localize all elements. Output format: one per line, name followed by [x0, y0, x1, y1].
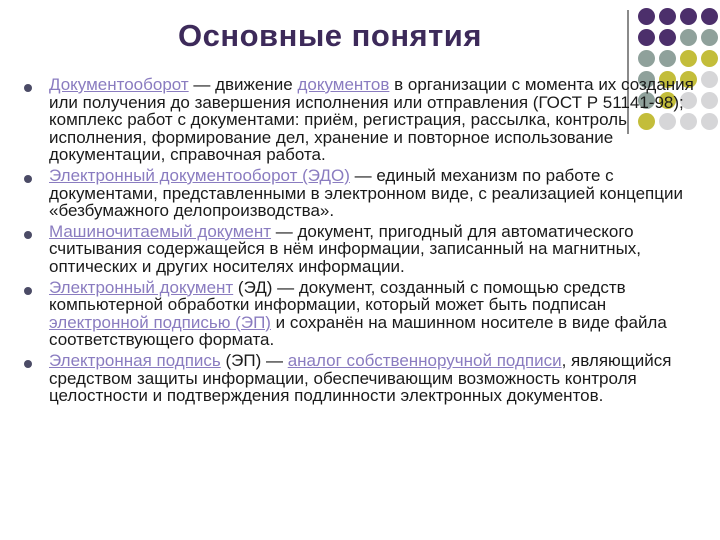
term-link[interactable]: Документооборот	[49, 75, 189, 94]
list-item-text	[49, 352, 710, 405]
decorative-dot-5	[638, 29, 655, 46]
definition-text: (ЭП) —	[220, 350, 288, 370]
term-link[interactable]: Машиночитаемый документ	[49, 221, 272, 241]
definition-text: , являющийся средством защиты информации, обеспечивающим возможность контроля целостности и подтверждения подлинности электронных документов.	[49, 350, 672, 406]
inline-link[interactable]: аналог собственноручной подписи	[287, 350, 562, 370]
decorative-dot-7	[680, 29, 697, 46]
definition-text: — движение	[188, 75, 298, 94]
list-item-electronic-signature	[20, 352, 710, 405]
term-link[interactable]: Электронный документ	[49, 277, 234, 297]
term-link[interactable]: Электронный документооборот (ЭДО)	[49, 165, 350, 185]
decorative-dot-12	[701, 50, 718, 67]
definition-text: и сохранён на машинном носителе в виде файла соответствующего формата.	[49, 312, 667, 350]
list-item-machine-readable-document	[20, 223, 710, 276]
decorative-dot-10	[659, 50, 676, 67]
definition-text: в организации с момента их создания или получения до завершения исполнения или отправления (ГОСТ Р 51141-98); комплекс работ с документами: приём, регистрация, рассылка, контроль исполнения, формирование дел, хранение и повторное использование документации, справочная работа.	[49, 75, 694, 165]
definitions-list	[20, 76, 710, 408]
decorative-dot-4	[701, 8, 718, 25]
list-item-text	[49, 167, 710, 220]
bullet-icon	[24, 175, 32, 183]
bullet-icon	[24, 231, 32, 239]
bullet-icon	[24, 360, 32, 368]
bullet-icon	[24, 84, 32, 92]
decorative-dot-2	[659, 8, 676, 25]
decorative-dot-1	[638, 8, 655, 25]
list-item-edo	[20, 167, 710, 220]
definition-text: — единый механизм по работе с документами, представленными в электронном виде, с реализацией концепции «безбумажного делопроизводства».	[49, 165, 683, 221]
decorative-dot-9	[638, 50, 655, 67]
list-item-text	[49, 76, 710, 164]
inline-link[interactable]: документов	[297, 75, 390, 94]
bullet-icon	[24, 287, 32, 295]
definition-text: — документ, пригодный для автоматического считывания содержащейся в нём информации, записанный на магнитных, оптических и других носителях информации.	[49, 221, 642, 276]
list-item-text	[49, 223, 710, 276]
definition-text: (ЭД) — документ, созданный с помощью средств компьютерной обработки информации, который может быть подписан	[49, 277, 626, 315]
decorative-dot-3	[680, 8, 697, 25]
list-item-document-flow	[20, 76, 710, 164]
decorative-dot-8	[701, 29, 718, 46]
decorative-dot-6	[659, 29, 676, 46]
term-link[interactable]: Электронная подпись	[49, 350, 221, 370]
list-item-electronic-document	[20, 279, 710, 349]
slide-title: Основные понятия	[178, 18, 482, 53]
decorative-dot-11	[680, 50, 697, 67]
inline-link[interactable]: электронной подписью (ЭП)	[49, 312, 271, 332]
list-item-text	[49, 279, 710, 349]
